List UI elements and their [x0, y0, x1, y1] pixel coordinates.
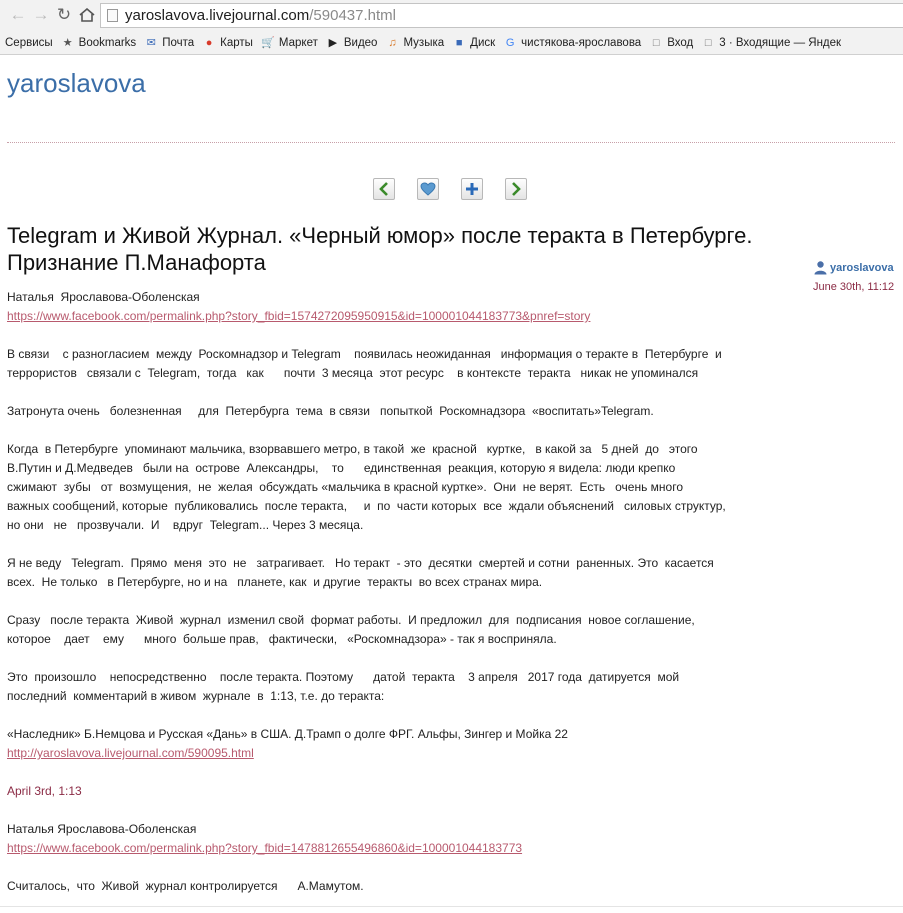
back-icon[interactable]: ←	[9, 5, 27, 24]
add-friend-button[interactable]	[461, 178, 483, 200]
bookmark-item[interactable]	[649, 36, 693, 50]
bookmark-label: Bookmarks	[78, 36, 137, 49]
bookmark-label: чистякова-ярославова	[521, 36, 642, 49]
paragraph-line: «Наследник» Б.Немцова и Русская «Дань» в США. Д.Трамп о долге ФРГ. Альфы, Зингер и Мойка 22	[7, 727, 568, 741]
paragraph-line: последний комментарий в живом журнале в 1:13, т.е. до теракта:	[7, 689, 385, 703]
paragraph-line: В связи с разногласием между Роскомнадзор и Telegram появилась неожиданная информация о теракте в Петербурге и	[7, 347, 722, 361]
post-title: Telegram и Живой Журнал. «Черный юмор» после теракта в Петербурге. Признание П.Манафорта	[7, 223, 753, 275]
post-paragraph	[7, 611, 797, 649]
post-link[interactable]: https://www.facebook.com/permalink.php?story_fbid=1574272095950915&id=100001044183773&pnref=story	[7, 309, 591, 323]
page-icon	[107, 9, 118, 22]
paragraph-gap	[7, 858, 797, 877]
bookmark-item[interactable]	[326, 36, 378, 50]
bookmark-label: Видео	[343, 36, 378, 49]
post-author[interactable]	[813, 260, 894, 275]
paragraph-line: В.Путин и Д.Медведев были на острове Александры, то единственная реакция, которую я видела: люди крепко	[7, 461, 676, 475]
disk-icon: ■	[455, 36, 463, 49]
address-bar[interactable]	[100, 3, 903, 28]
link-line	[7, 744, 797, 763]
bookmark-label: Диск	[470, 36, 496, 49]
post-paragraph	[7, 554, 797, 592]
music-icon: ♫	[388, 36, 397, 49]
page-icon: □	[704, 36, 712, 49]
post-content	[7, 288, 797, 896]
bookmark-item[interactable]	[261, 36, 318, 50]
post-paragraph	[7, 725, 797, 744]
bookmark-item[interactable]	[61, 36, 137, 50]
heart-icon	[420, 182, 436, 196]
next-post-button[interactable]	[505, 178, 527, 200]
bookmark-item[interactable]	[202, 36, 253, 50]
paragraph-gap	[7, 592, 797, 611]
url-path: /590437.html	[309, 7, 396, 24]
google-icon: G	[505, 36, 515, 49]
link-line	[7, 839, 797, 858]
bookmark-label: Вход	[667, 36, 694, 49]
header-divider	[7, 142, 895, 143]
paragraph-gap	[7, 649, 797, 668]
bookmark-label: 3 · Входящие — Яндек	[719, 36, 842, 49]
paragraph-line: Это произошло непосредственно после теракта. Поэтому датой теракта 3 апреля 2017 года датируется мой	[7, 670, 680, 684]
cart-icon: 🛒	[261, 37, 275, 49]
paragraph-line: Я не веду Telegram. Прямо меня это не затрагивает. Но теракт - это десятки смертей и сотни раненных. Это касается	[7, 556, 714, 570]
bookmark-label: Сервисы	[5, 36, 53, 49]
page-icon: □	[652, 36, 660, 49]
page-bottom-border	[0, 906, 903, 907]
bookmark-label: Почта	[162, 36, 195, 49]
paragraph-line: Наталья Ярославова-Оболенская	[7, 290, 200, 304]
post-paragraph	[7, 877, 797, 896]
mail-icon: ✉	[146, 37, 156, 49]
paragraph-line: но они не прозвучали. И вдруг Telegram... Через 3 месяца.	[7, 518, 364, 532]
bookmark-label: Маркет	[278, 36, 318, 49]
bookmark-item[interactable]	[144, 36, 194, 50]
bookmark-item[interactable]	[503, 36, 641, 50]
paragraph-line: Когда в Петербурге упоминают мальчика, взорвавшего метро, в такой же красной куртке, в какой за 5 дней до этого	[7, 442, 698, 456]
map-pin-icon: ●	[205, 36, 213, 49]
comment-date[interactable]: April 3rd, 1:13	[7, 784, 82, 798]
paragraph-line: Сразу после теракта Живой журнал изменил свой формат работы. И предложил для подписания новое соглашение,	[7, 613, 695, 627]
browser-chrome	[0, 0, 903, 55]
paragraph-gap	[7, 801, 797, 820]
paragraph-line: Затронута очень болезненная для Петербурга тема в связи попыткой Роскомнадзора «воспитать»Telegram.	[7, 404, 654, 418]
paragraph-gap	[7, 326, 797, 345]
paragraph-line: которое дает ему много больше прав, фактически, «Роскомнадзора» - так я восприняла.	[7, 632, 557, 646]
post-paragraph	[7, 440, 797, 535]
paragraph-line: сжимают зубы от возмущения, не желая обсуждать «мальчика в красной куртке». Они не верят. Есть очень много	[7, 480, 684, 494]
add-to-memories-button[interactable]	[417, 178, 439, 200]
video-icon: ▶	[328, 37, 338, 49]
post-link[interactable]: http://yaroslavova.livejournal.com/590095.html	[7, 746, 254, 760]
bookmark-label: Музыка	[403, 36, 445, 49]
post-paragraph	[7, 820, 797, 839]
post-link[interactable]: https://www.facebook.com/permalink.php?story_fbid=1478812655496860&id=100001044183773	[7, 841, 523, 855]
url-host: yaroslavova.livejournal.com	[125, 7, 310, 24]
plus-icon	[465, 182, 479, 196]
browser-nav-row	[0, 0, 903, 31]
home-icon[interactable]	[75, 4, 99, 26]
bookmark-item[interactable]	[385, 36, 444, 50]
post-navigation	[373, 178, 527, 200]
bookmark-item[interactable]	[701, 36, 841, 50]
user-icon	[813, 260, 828, 275]
post-paragraph	[7, 668, 797, 706]
chevron-right-icon	[510, 182, 522, 196]
paragraph-gap	[7, 763, 797, 782]
paragraph-line: террористов связали с Telegram, тогда как почти 3 месяца этот ресурс в контексте теракта никак не упоминался	[7, 366, 699, 380]
forward-icon[interactable]: →	[32, 5, 50, 24]
blog-title[interactable]: yaroslavova	[7, 68, 146, 98]
bookmark-item[interactable]	[452, 36, 495, 50]
paragraph-gap	[7, 421, 797, 440]
paragraph-line: всех. Не только в Петербурге, но и на планете, как и другие теракты во всех странах мира.	[7, 575, 543, 589]
paragraph-gap	[7, 383, 797, 402]
chevron-left-icon	[378, 182, 390, 196]
reload-icon[interactable]: ↻	[56, 5, 72, 24]
previous-post-button[interactable]	[373, 178, 395, 200]
post-date[interactable]: June 30th, 11:12	[813, 281, 895, 293]
post-paragraph	[7, 345, 797, 383]
bookmark-item[interactable]	[5, 37, 53, 49]
link-line	[7, 307, 797, 326]
paragraph-gap	[7, 535, 797, 554]
star-icon: ★	[62, 37, 73, 49]
paragraph-line: Наталья Ярославова-Оболенская	[7, 822, 197, 836]
post-paragraph	[7, 288, 797, 307]
bookmarks-bar	[0, 31, 903, 54]
paragraph-gap	[7, 706, 797, 725]
paragraph-line: Считалось, что Живой журнал контролируется А.Мамутом.	[7, 879, 364, 893]
post-author-name[interactable]: yaroslavova	[830, 261, 894, 274]
bookmark-label: Карты	[220, 36, 253, 49]
post-paragraph	[7, 402, 797, 421]
paragraph-line: важных сообщений, которые публиковались после теракта, и по части которых все ждали объяснений силовых структур,	[7, 499, 726, 513]
